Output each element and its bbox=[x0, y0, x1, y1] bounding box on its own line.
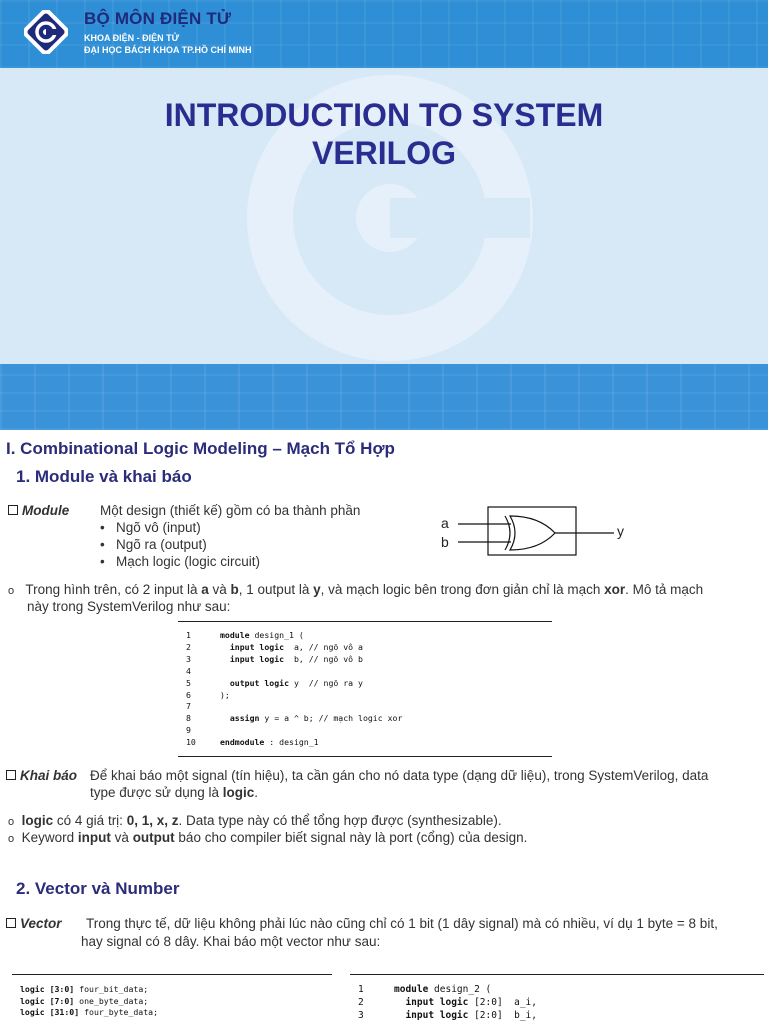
title-line-2: VERILOG bbox=[311, 135, 456, 171]
gate-input-a: a bbox=[441, 515, 449, 531]
code-text: input logic a, // ngõ vô a bbox=[220, 641, 363, 652]
checkbox-bullet-icon bbox=[6, 918, 16, 928]
code-block-vector-decl bbox=[12, 974, 332, 1035]
section-heading: I. Combinational Logic Modeling – Mạch Tổ Hợp bbox=[6, 439, 395, 458]
org-faculty: KHOA ĐIỆN - ĐIỆN TỬ bbox=[84, 33, 180, 43]
title-line-1: INTRODUCTION TO SYSTEM bbox=[164, 97, 604, 133]
khai-bao-text-line2: type được sử dụng là logic. bbox=[90, 785, 259, 800]
code-text: module design_2 ( bbox=[394, 984, 492, 995]
line-number: 6 bbox=[186, 689, 191, 700]
paragraph-description: o Trong hình trên, có 2 input là a và b, 1 output là y, và mạch logic bên trong đơn giản chỉ là mạch xor. Mô tả mạch bbox=[8, 582, 704, 597]
line-number: 5 bbox=[186, 677, 191, 688]
code-text: logic [3:0] four_bit_data; bbox=[20, 984, 149, 994]
vector-label: Vector bbox=[6, 916, 62, 931]
org-name: BỘ MÔN ĐIỆN TỬ bbox=[84, 9, 232, 28]
code-text: endmodule : design_1 bbox=[220, 737, 319, 748]
subsection-heading-module: 1. Module và khai báo bbox=[16, 467, 192, 486]
khai-bao-label: Khai báo bbox=[6, 768, 77, 783]
khai-bao-text: Để khai báo một signal (tín hiệu), ta cần gán cho nó data type (dạng dữ liệu), trong SystemVerilog, data bbox=[90, 768, 709, 783]
line-number: 1 bbox=[186, 630, 191, 640]
code-block-design2 bbox=[350, 974, 764, 1035]
code-block-design1 bbox=[178, 621, 552, 757]
code-text: input logic [2:0] a_i, bbox=[394, 997, 537, 1008]
checkbox-bullet-icon bbox=[8, 505, 18, 515]
checkbox-bullet-icon bbox=[6, 770, 16, 780]
line-number: 3 bbox=[186, 653, 191, 664]
code-text: logic [31:0] four_byte_data; bbox=[20, 1007, 159, 1017]
gate-input-b: b bbox=[441, 534, 449, 550]
module-item-logic: • Mạch logic (logic circuit) bbox=[100, 554, 261, 569]
code-text: logic [7:0] one_byte_data; bbox=[20, 995, 149, 1006]
code-text: input logic [2:0] b_i, bbox=[394, 1010, 537, 1021]
header-bar bbox=[0, 0, 768, 68]
module-description: Một design (thiết kế) gồm có ba thành phần bbox=[100, 503, 361, 518]
logic-values-note: o logic có 4 giá trị: 0, 1, x, z. Data type này có thể tổng hợp được (synthesizable). bbox=[8, 813, 502, 828]
line-number: 1 bbox=[358, 984, 364, 995]
module-label: Module bbox=[8, 503, 69, 518]
line-number: 2 bbox=[358, 997, 364, 1008]
line-number: 3 bbox=[358, 1010, 364, 1021]
subsection-heading-vector: 2. Vector và Number bbox=[16, 879, 180, 898]
vector-text-line2: hay signal có 8 dây. Khai báo một vector như sau: bbox=[81, 934, 381, 949]
line-number: 10 bbox=[186, 737, 196, 748]
line-number: 2 bbox=[186, 641, 191, 652]
vector-text: Trong thực tế, dữ liệu không phải lúc nào cũng chỉ có 1 bit (1 dây signal) mà có nhiều, ví dụ 1 byte = 8 bit, bbox=[86, 916, 718, 931]
circuit-band bbox=[0, 364, 768, 430]
code-text: assign y = a ^ b; // mạch logic xor bbox=[220, 713, 403, 724]
department-logo-icon bbox=[24, 10, 68, 54]
paragraph-description-line2: này trong SystemVerilog như sau: bbox=[27, 599, 231, 614]
xor-gate-diagram bbox=[431, 494, 631, 566]
code-text: input logic b, // ngõ vô b bbox=[220, 653, 363, 664]
module-item-input: • Ngõ vô (input) bbox=[100, 520, 201, 535]
org-university: ĐẠI HỌC BÁCH KHOA TP.HỒ CHÍ MINH bbox=[84, 45, 252, 55]
code-text: output logic y // ngõ ra y bbox=[220, 677, 363, 688]
code-text: module design_1 ( bbox=[220, 630, 304, 640]
line-number: 7 bbox=[186, 701, 191, 712]
keyword-note: o Keyword input và output báo cho compiler biết signal này là port (cổng) của design. bbox=[8, 830, 528, 845]
line-number: 9 bbox=[186, 725, 191, 736]
code-text: ); bbox=[220, 689, 230, 700]
module-item-output: • Ngõ ra (output) bbox=[100, 537, 207, 552]
page-title bbox=[84, 96, 684, 172]
gate-output-y: y bbox=[617, 523, 624, 539]
line-number: 8 bbox=[186, 713, 191, 724]
line-number: 4 bbox=[186, 665, 191, 676]
